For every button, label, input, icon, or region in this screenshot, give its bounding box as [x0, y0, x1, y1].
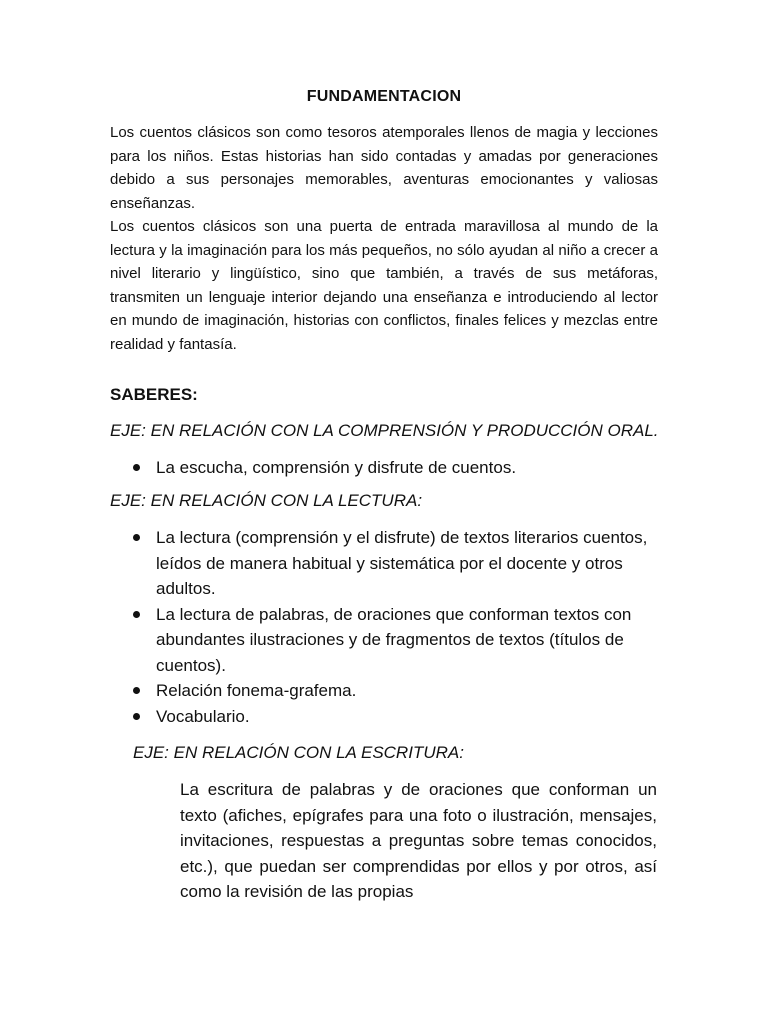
list-item-text: Vocabulario.	[156, 706, 250, 726]
intro-text	[110, 121, 658, 356]
list-item	[156, 678, 656, 704]
list-item-text: Relación fonema-grafema.	[156, 681, 357, 700]
eje-oral-list	[156, 455, 676, 481]
list-item-text: La lectura (comprensión y el disfrute) de textos literarios cuentos, leídos de manera habitual y sistemática por el docente y otros adultos.	[156, 528, 648, 598]
eje-lectura-heading: EJE: EN RELACIÓN CON LA LECTURA:	[110, 491, 423, 510]
intro-paragraph-2: Los cuentos clásicos son una puerta de entrada maravillosa al mundo de la lectura y la imaginación para los más pequeños, no sólo ayudan al niño a crecer a nivel literario y lingüístico, sino que también, a través de sus metáforas, transmiten un lenguaje interior dejando una enseñanza e introduciendo al lector en mundo de imaginación, historias con conflictos, finales felices y mezclas entre realidad y fantasía.	[110, 218, 658, 353]
bullet-icon	[133, 687, 140, 694]
intro-paragraph-1: Los cuentos clásicos son como tesoros atemporales llenos de magia y lecciones para los niños. Estas historias han sido contadas y amadas por generaciones debido a sus personajes memorables, aventuras emocionantes y valiosas enseñanzas.	[110, 124, 658, 212]
eje-escritura-heading: EJE: EN RELACIÓN CON LA ESCRITURA:	[133, 743, 464, 762]
eje-oral-heading: EJE: EN RELACIÓN CON LA COMPRENSIÓN Y PRODUCCIÓN ORAL.	[110, 421, 659, 440]
list-item-text: La lectura de palabras, de oraciones que conforman textos con abundantes ilustraciones y de fragmentos de textos (títulos de cuentos).	[156, 604, 632, 675]
document-title: FUNDAMENTACION	[306, 88, 462, 105]
list-item	[156, 602, 656, 679]
bullet-icon	[133, 713, 140, 720]
bullet-icon	[133, 534, 140, 541]
bullet-icon	[133, 611, 140, 618]
saberes-heading: SABERES:	[110, 385, 198, 404]
list-item	[156, 525, 656, 602]
list-item	[156, 455, 676, 481]
list-item	[156, 704, 656, 730]
eje-lectura-list	[156, 525, 656, 729]
list-item-text: La escucha, comprensión y disfrute de cuentos.	[156, 458, 517, 477]
list-item	[180, 777, 657, 905]
bullet-icon	[133, 464, 140, 471]
eje-escritura-list	[180, 777, 657, 905]
list-item-text: La escritura de palabras y de oraciones que conforman un texto (afiches, epígrafes para una foto o ilustración, mensajes, invitaciones, respuestas a preguntas sobre temas conocidos, etc.), que puedan ser comprendidas por ellos y por otros, así como la revisión de las propias	[180, 780, 657, 901]
